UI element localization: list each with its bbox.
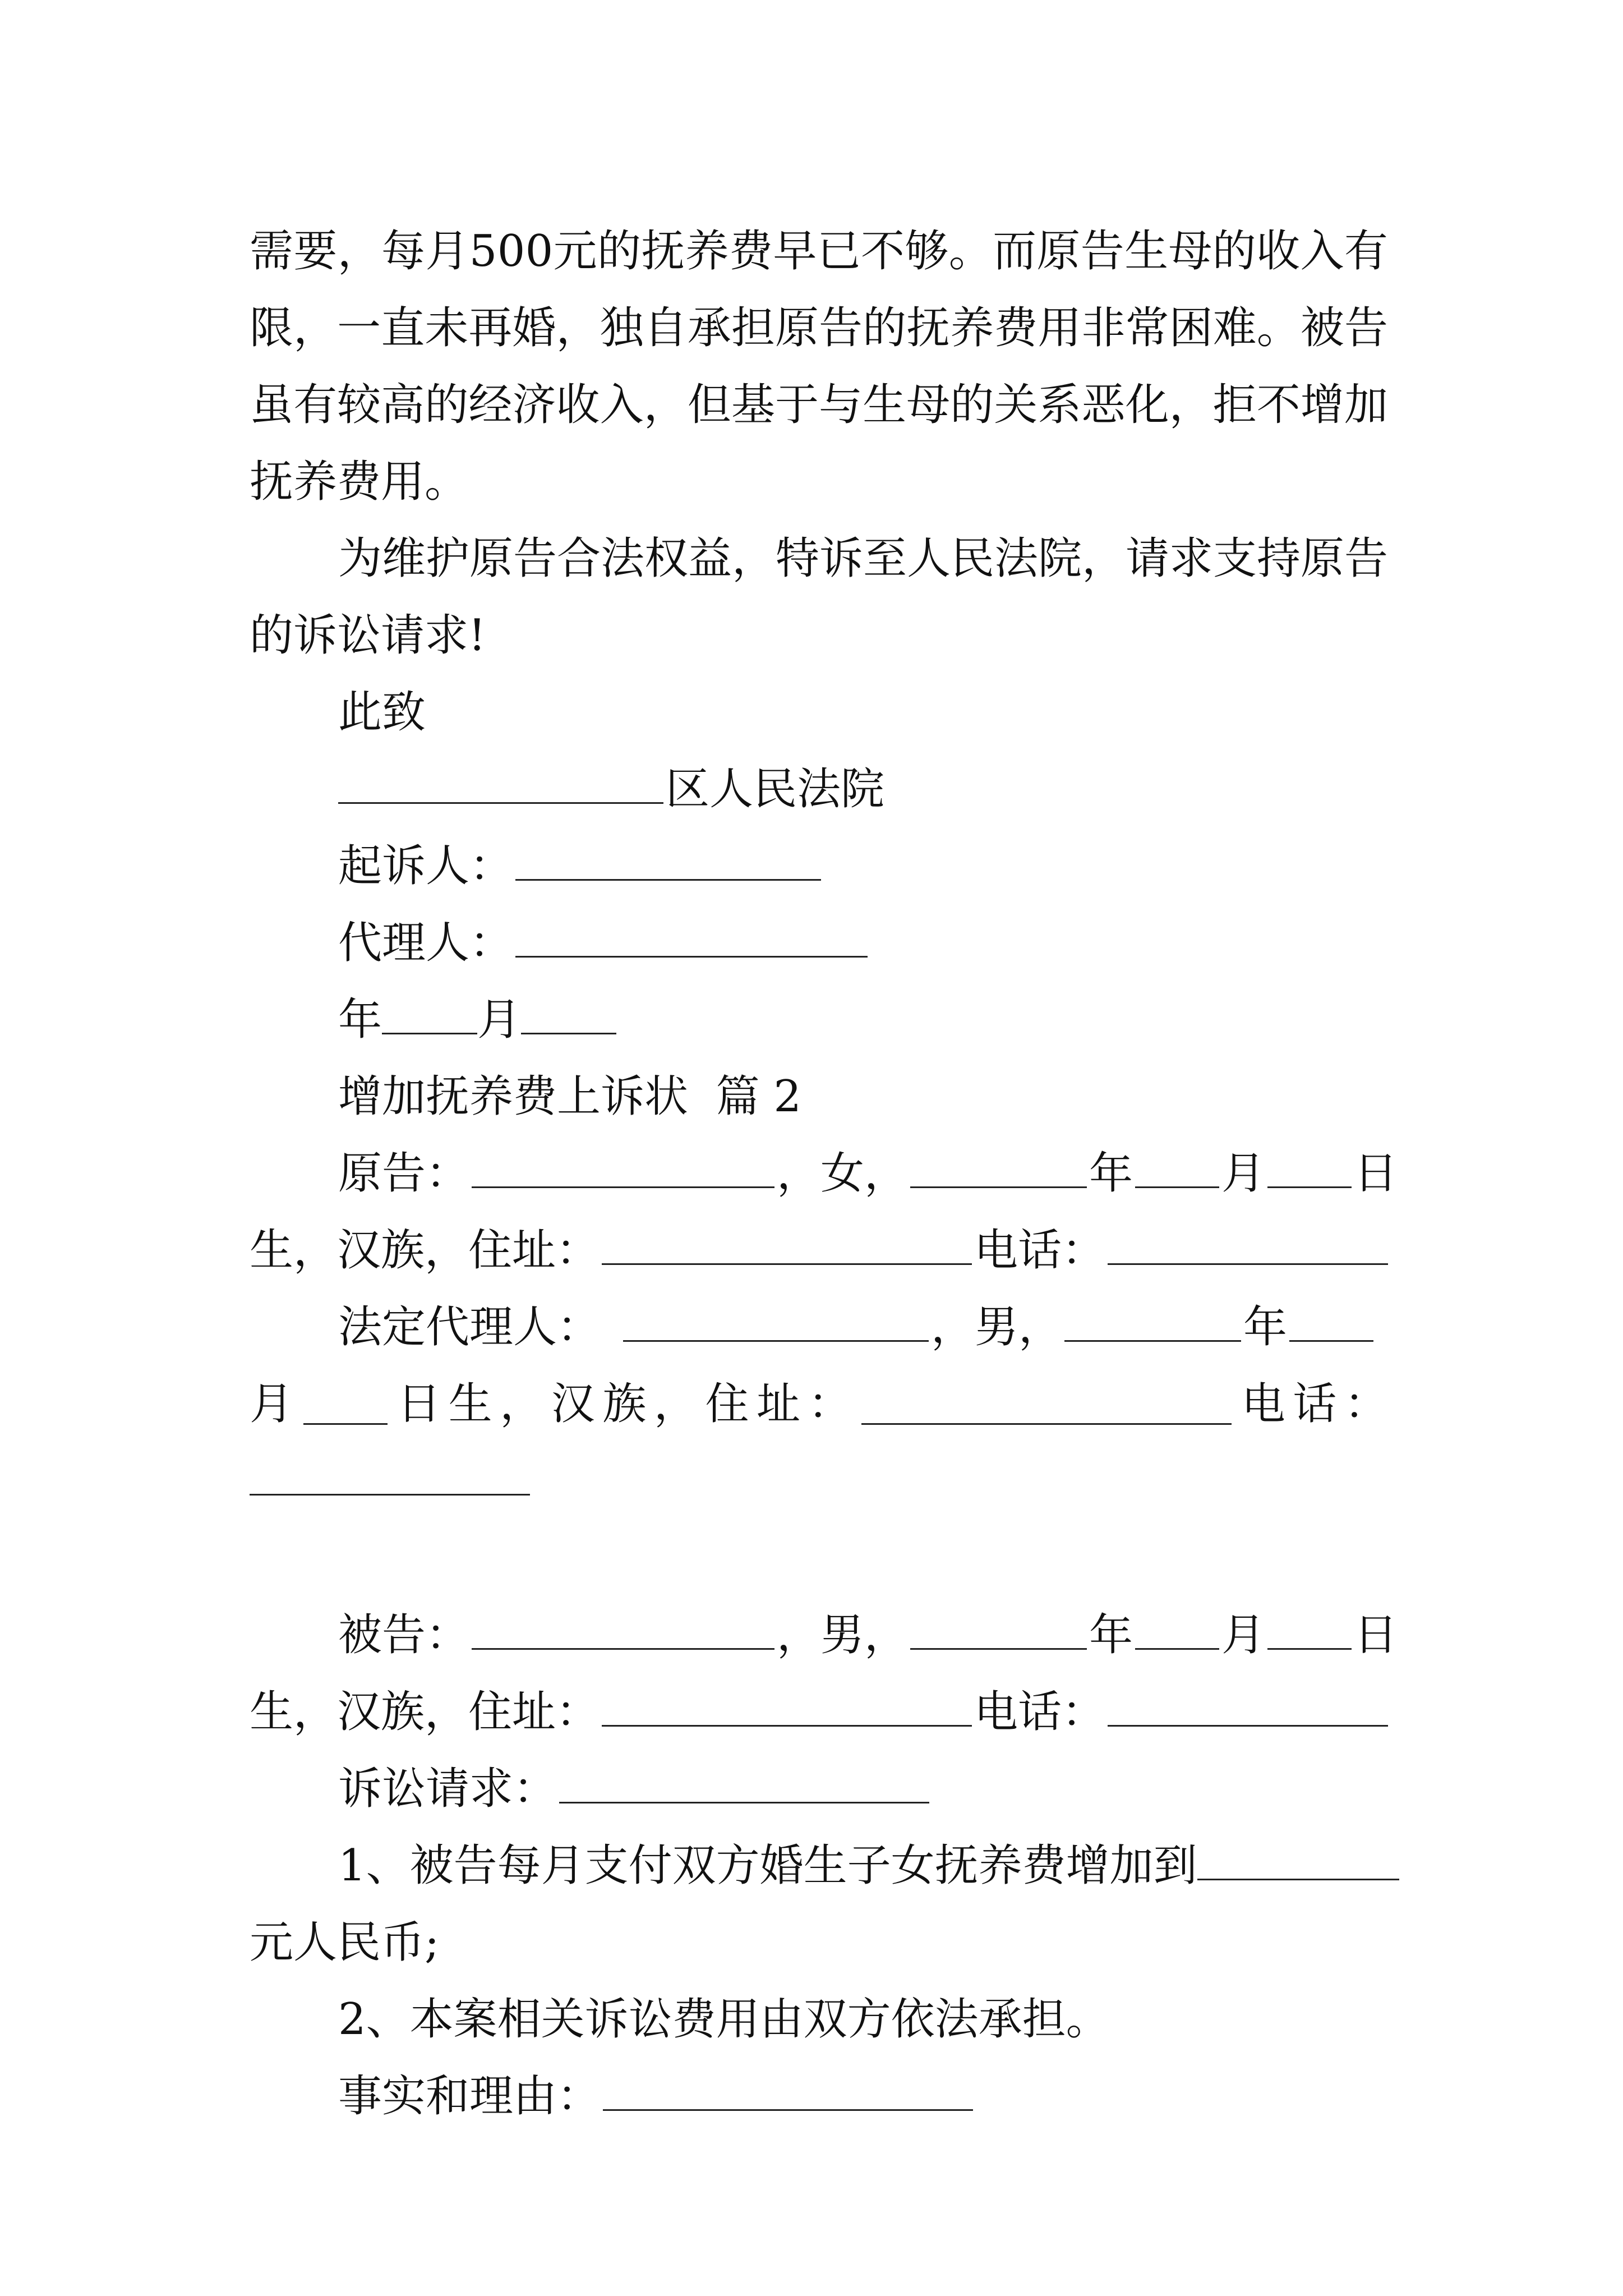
agent-signature-blank bbox=[515, 917, 868, 958]
plaintiff-address-blank bbox=[602, 1224, 972, 1265]
defendant-address-blank bbox=[602, 1686, 972, 1727]
date-month-blank bbox=[521, 993, 616, 1034]
defendant-line1: 被告： ，男， 年 月 日 bbox=[338, 1610, 1398, 1660]
spacer bbox=[250, 1520, 1388, 1597]
guardian-day-blank bbox=[303, 1384, 388, 1425]
date-year-blank bbox=[382, 993, 477, 1034]
agent-signature-label: 代理人： bbox=[338, 918, 514, 968]
defendant-name-blank bbox=[472, 1609, 774, 1650]
guardian-month-blank bbox=[1289, 1301, 1373, 1342]
claim1-line1: 1、被告每月支付双方婚生子女抚养费增加到 bbox=[250, 1828, 1388, 1904]
plaintiff-month-blank bbox=[1135, 1147, 1219, 1188]
guardian-phone-blank bbox=[250, 1455, 530, 1496]
date-line bbox=[250, 982, 1388, 1059]
date-year: 年 bbox=[338, 995, 382, 1045]
facts-blank bbox=[603, 2070, 973, 2111]
plaintiff-name-blank bbox=[472, 1147, 774, 1188]
defendant-line2: 生，汉族，住址： 电话： bbox=[250, 1674, 1388, 1751]
agent-signature-line bbox=[250, 905, 1388, 982]
date-month: 月 bbox=[477, 995, 522, 1045]
para1-line2: 限 ， 一 直 未 再 婚 ， 独 自 承 担 原 告 的 抚 养 费 用 非 常 困 难 。 被 告 bbox=[250, 303, 1388, 353]
defendant-year-blank bbox=[910, 1609, 1087, 1650]
plaintiff-line1: 原告： ，女， 年 月 日 bbox=[338, 1148, 1398, 1199]
para1-line1: 需 要 ， 每 月 5 0 0 元 的 抚 养 费 早 已 不 够 。 而 原 告 生 母 的 收 入 有 bbox=[250, 226, 1388, 277]
guardian-address-blank bbox=[861, 1384, 1232, 1425]
guardian-line1: 法定代理人： ，男， 年 bbox=[250, 1289, 1388, 1366]
plaintiff-phone-blank bbox=[1108, 1224, 1388, 1265]
claims-line: 诉讼请求： bbox=[250, 1751, 1388, 1828]
claims-blank bbox=[559, 1763, 929, 1803]
guardian-name-blank bbox=[623, 1301, 929, 1342]
plaintiff-signature-blank bbox=[515, 840, 821, 881]
court-name: 区人民法院 bbox=[666, 764, 885, 815]
plaintiff-line2: 生，汉族，住址： 电话： bbox=[250, 1212, 1388, 1289]
guardian-year-blank bbox=[1064, 1301, 1241, 1342]
court-blank bbox=[338, 763, 663, 804]
defendant-phone-blank bbox=[1108, 1686, 1388, 1727]
claim1-line2: 元人民币; bbox=[250, 1917, 440, 1968]
plaintiff-signature-line bbox=[250, 828, 1388, 905]
guardian-line3 bbox=[250, 1443, 1388, 1520]
plaintiff-year-blank bbox=[910, 1147, 1087, 1188]
court-line bbox=[250, 751, 1388, 828]
para1-line4: 抚养费用。 bbox=[250, 457, 469, 507]
guardian-line2: 月 日 生 ， 汉 族 ， 住 址 ： 电 话 ： bbox=[250, 1379, 1388, 1429]
facts-line: 事实和理由： bbox=[250, 2058, 1388, 2135]
claim2-line: 2、本案相关诉讼费用由双方依法承担。 bbox=[338, 1994, 1110, 2045]
section-title: 增加抚养费上诉状 篇 2 bbox=[338, 1071, 802, 1122]
claim1-amount-blank bbox=[1197, 1839, 1399, 1880]
plaintiff-day-blank bbox=[1267, 1147, 1352, 1188]
plaintiff-signature-label: 起诉人： bbox=[338, 841, 514, 891]
document-page bbox=[250, 213, 1398, 2135]
para1-line3: 虽 有 较 高 的 经 济 收 入 ， 但 基 于 与 生 母 的 关 系 恶 化 ， 拒 不 增 加 bbox=[250, 380, 1388, 430]
para2-line2: 的诉讼请求! bbox=[250, 610, 486, 661]
salutation: 此致 bbox=[338, 687, 426, 738]
defendant-month-blank bbox=[1135, 1609, 1219, 1650]
para2-line1: 为维护原告合法权益，特诉至人民法院，请求支持原告 bbox=[338, 533, 1389, 584]
defendant-day-blank bbox=[1267, 1609, 1352, 1650]
